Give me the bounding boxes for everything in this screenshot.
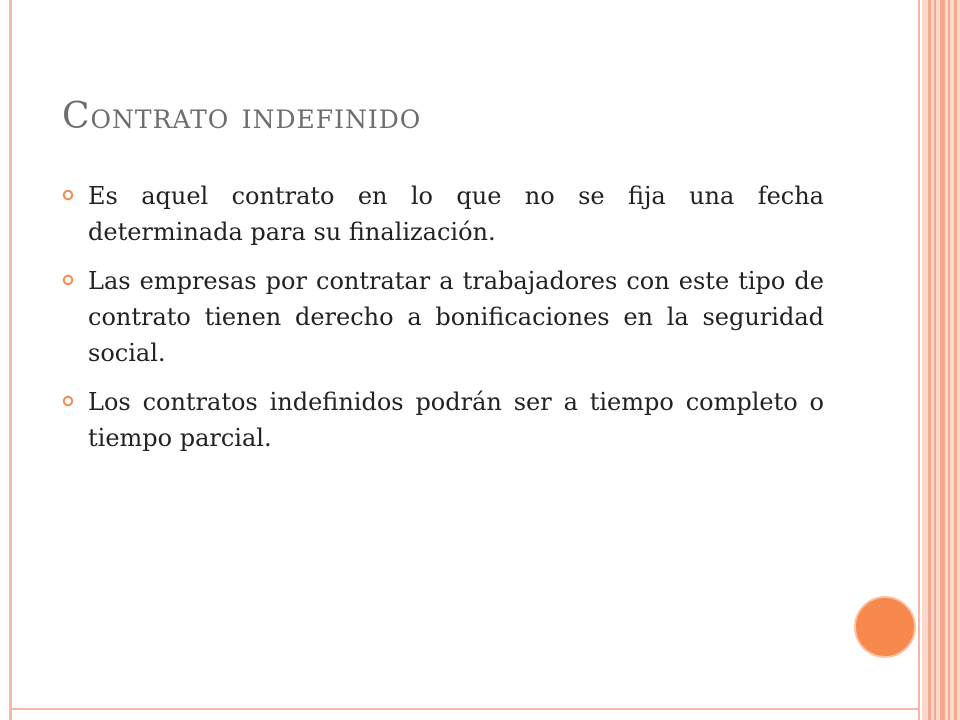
decorative-stripe [928,0,931,720]
bullet-text: Las empresas por contratar a trabajadores con este tipo de contrato tienen derecho a bonificaciones en la seguridad social. [88,267,824,367]
decorative-stripe [940,0,945,720]
frame-left-border [9,0,12,720]
bullet-text: Es aquel contrato en lo que no se fija una fecha determinada para su finalización. [88,182,824,246]
open-circle-bullet-icon [62,395,74,407]
slide-title: Contrato indefinido [62,96,422,137]
frame-bottom-border [9,708,920,710]
bullet-list [62,178,824,469]
open-circle-bullet-icon [62,189,74,201]
frame-right-border [918,0,920,720]
orange-circle-icon [856,598,914,656]
decorative-stripe [948,0,950,720]
open-circle-bullet-icon [62,274,74,286]
bullet-text: Los contratos indefinidos podrán ser a tiempo completo o tiempo parcial. [88,388,824,452]
bullet-item [62,178,824,250]
bullet-item [62,384,824,456]
decorative-stripe [934,0,936,720]
bullet-item [62,263,824,371]
decorative-stripe [954,0,957,720]
